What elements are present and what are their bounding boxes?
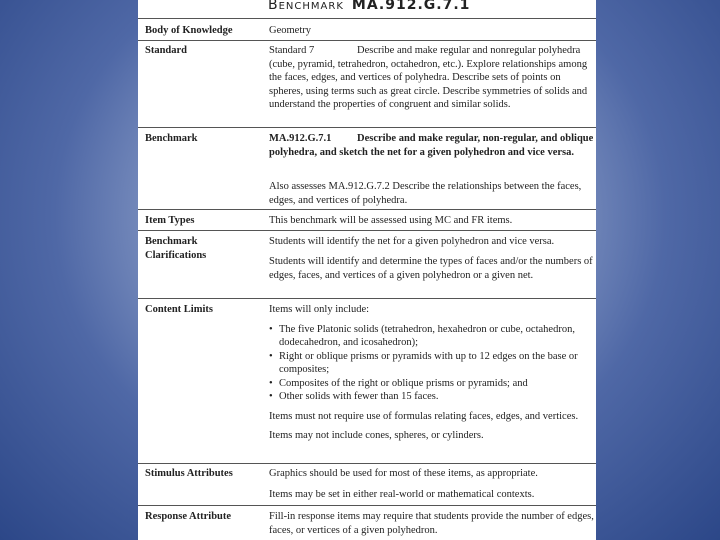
row-value: Students will identify the net for a given polyhedron and vice versa. [269, 236, 555, 247]
row-label: Response Attribute [145, 511, 232, 522]
standard-text: Describe and make regular and nonregular polyhedra (cube, pyramid, tetrahedron, octahedron, etc.). Explore relationships among the faces, edges, and vertices of polyhedra. Describe sets of points on spheres, using terms such as great circle. Describe symmetries of solids and understand the properties of congruent and similar solids. [269, 45, 588, 110]
divider [138, 298, 596, 299]
row-value: Items may be set in either real-world or mathematical contexts. [269, 489, 535, 500]
content-limits-list [269, 323, 594, 404]
divider [138, 463, 596, 464]
title-prefix: Benchmark [268, 0, 344, 13]
divider [138, 505, 596, 506]
divider [138, 127, 596, 128]
row-value [269, 44, 594, 112]
divider [138, 18, 596, 19]
content-limits-note: Items may not include cones, spheres, or cylinders. [269, 430, 484, 441]
benchmark-also-assesses: Also assesses MA.912.G.7.2 Describe the relationships between the faces, edges, and vertices of polyhedra. [269, 181, 582, 206]
row-label: Body of Knowledge [145, 25, 233, 36]
divider [138, 230, 596, 231]
row-value: Students will identify and determine the types of faces and/or the numbers of edges, faces, and vertices of a given polyhedron or a given net. [269, 256, 593, 281]
page-title [268, 0, 470, 13]
row-label: Benchmark [145, 133, 198, 144]
benchmark-number: MA.912.G.7.1 [269, 133, 332, 144]
benchmark-text: Describe and make regular, non-regular, and oblique polyhedra, and sketch the net for a given polyhedron and vice versa. [269, 133, 594, 158]
content-limits-intro: Items will only include: [269, 304, 370, 315]
row-value: Geometry [269, 25, 311, 36]
row-label: Stimulus Attributes [145, 468, 233, 479]
row-value: Graphics should be used for most of these items, as appropriate. [269, 468, 538, 479]
row-value: Fill-in response items may require that students provide the number of edges, faces, or vertices of a given polyhedron. [269, 511, 594, 536]
benchmark-code: MA.912.G.7.1 [351, 0, 471, 13]
row-value: This benchmark will be assessed using MC and FR items. [269, 215, 513, 226]
row-label: Content Limits [145, 304, 213, 315]
row-label: Standard [145, 45, 188, 56]
row-value [269, 132, 594, 165]
row-value [269, 303, 594, 449]
list-item: • Other solids with fewer than 15 faces. [279, 390, 594, 404]
divider [138, 40, 596, 41]
list-item: • Right or oblique prisms or pyramids with up to 12 edges on the base or composites; [279, 350, 594, 377]
standard-number: Standard 7 [269, 45, 315, 56]
content-limits-note: Items must not require use of formulas relating faces, edges, and vertices. [269, 410, 579, 422]
row-label: Item Types [145, 215, 195, 226]
divider [138, 209, 596, 210]
list-item: • The five Platonic solids (tetrahedron, hexahedron or cube, octahedron, dodecahedron, and icosahedron); [279, 323, 594, 350]
document-page [138, 0, 596, 540]
list-item: • Composites of the right or oblique prisms or pyramids; and [279, 377, 594, 391]
row-label: Benchmark Clarifications [145, 236, 207, 261]
